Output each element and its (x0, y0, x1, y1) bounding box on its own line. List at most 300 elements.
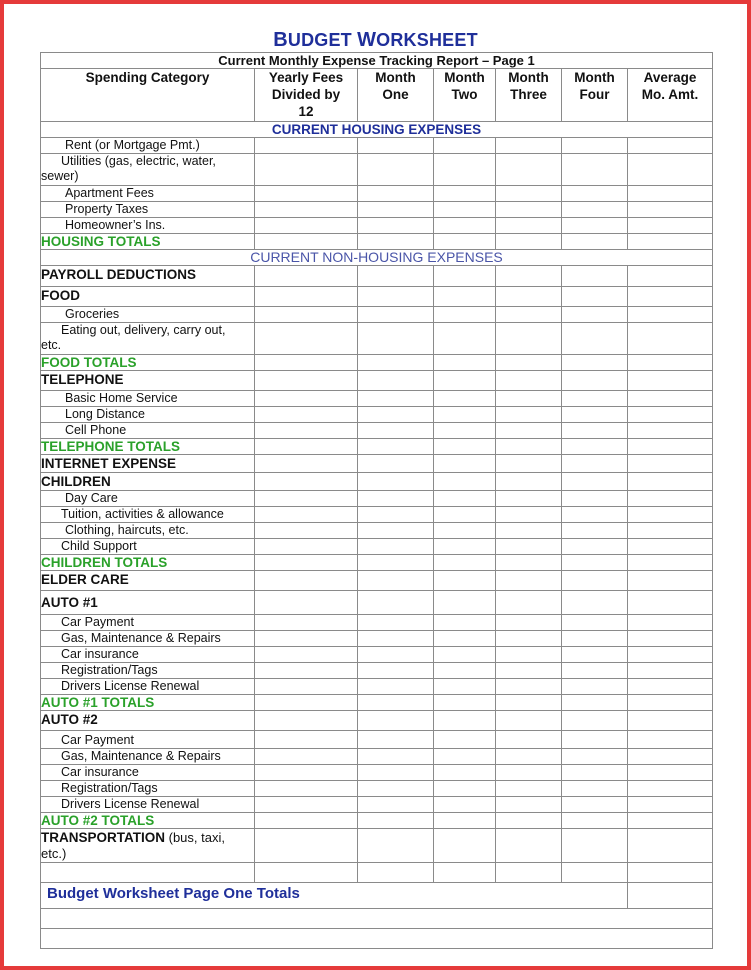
cell-month-four[interactable] (562, 234, 628, 250)
cell-yearly[interactable] (255, 323, 358, 355)
cell-yearly[interactable] (255, 829, 358, 863)
cell-month-three[interactable] (496, 571, 562, 591)
cell-month-four[interactable] (562, 711, 628, 731)
cell-month-one[interactable] (358, 695, 434, 711)
cell-average[interactable] (628, 765, 713, 781)
table-row (41, 138, 713, 154)
cell-yearly[interactable] (255, 407, 358, 423)
cell-average[interactable] (628, 615, 713, 631)
cell-month-two[interactable] (434, 355, 496, 371)
cell-month-one[interactable] (358, 407, 434, 423)
table-row (41, 186, 713, 202)
cell-month-two[interactable] (434, 615, 496, 631)
cell-month-three[interactable] (496, 555, 562, 571)
row-label: Drivers License Renewal (41, 679, 255, 695)
cell-month-one[interactable] (358, 455, 434, 473)
cell-average[interactable] (628, 731, 713, 749)
cell-month-one[interactable] (358, 323, 434, 355)
cell-month-four[interactable] (562, 749, 628, 765)
cell-month-one[interactable] (358, 765, 434, 781)
cell-yearly[interactable] (255, 591, 358, 615)
cell-month-one[interactable] (358, 371, 434, 391)
cell-yearly[interactable] (255, 186, 358, 202)
cell-average[interactable] (628, 647, 713, 663)
cell-month-four[interactable] (562, 695, 628, 711)
cell-month-one[interactable] (358, 781, 434, 797)
cell-average[interactable] (628, 507, 713, 523)
cell-average[interactable] (628, 711, 713, 731)
cell-month-two[interactable] (434, 711, 496, 731)
cell-month-three[interactable] (496, 234, 562, 250)
cell-month-two[interactable] (434, 323, 496, 355)
cell-month-one[interactable] (358, 355, 434, 371)
cell-yearly[interactable] (255, 234, 358, 250)
cell-average[interactable] (628, 695, 713, 711)
cell-month-two[interactable] (434, 266, 496, 287)
cell-month-four[interactable] (562, 781, 628, 797)
row-label-group: INTERNET EXPENSE (41, 455, 255, 473)
cell-yearly[interactable] (255, 154, 358, 186)
cell-month-three[interactable] (496, 591, 562, 615)
table-row (41, 571, 713, 591)
cell-yearly[interactable] (255, 307, 358, 323)
cell-month-two[interactable] (434, 234, 496, 250)
cell-month-two[interactable] (434, 307, 496, 323)
row-label: Gas, Maintenance & Repairs (41, 631, 255, 647)
cell-month-one[interactable] (358, 813, 434, 829)
cell-average[interactable] (628, 591, 713, 615)
cell-month-two[interactable] (434, 679, 496, 695)
cell-month-one[interactable] (358, 307, 434, 323)
table-row (41, 523, 713, 539)
cell-yearly[interactable] (255, 202, 358, 218)
cell-yearly[interactable] (255, 138, 358, 154)
row-label: Eating out, delivery, carry out, etc. (41, 323, 255, 355)
cell-month-three[interactable] (496, 749, 562, 765)
table-row (41, 154, 713, 186)
cell-month-two[interactable] (434, 523, 496, 539)
table-row (41, 695, 713, 711)
cell-month-three[interactable] (496, 731, 562, 749)
cell-month-three[interactable] (496, 423, 562, 439)
cell-month-two[interactable] (434, 287, 496, 307)
cell-month-two[interactable] (434, 423, 496, 439)
row-label-empty (41, 863, 255, 883)
cell-month-three[interactable] (496, 781, 562, 797)
table-row (41, 813, 713, 829)
cell-month-one[interactable] (358, 631, 434, 647)
cell-month-one[interactable] (358, 711, 434, 731)
cell-month-four[interactable] (562, 439, 628, 455)
cell-month-three[interactable] (496, 455, 562, 473)
cell-month-three[interactable] (496, 863, 562, 883)
row-label-group: PAYROLL DEDUCTIONS (41, 266, 255, 287)
cell-yearly[interactable] (255, 631, 358, 647)
table-row (41, 663, 713, 679)
table-row (41, 863, 713, 883)
cell-month-three[interactable] (496, 711, 562, 731)
cell-month-three[interactable] (496, 138, 562, 154)
table-row (41, 234, 713, 250)
cell-average[interactable] (628, 323, 713, 355)
cell-yearly[interactable] (255, 473, 358, 491)
cell-month-two[interactable] (434, 797, 496, 813)
cell-month-two[interactable] (434, 218, 496, 234)
cell-month-one[interactable] (358, 591, 434, 615)
cell-month-one[interactable] (358, 266, 434, 287)
row-label-total: AUTO #1 TOTALS (41, 695, 255, 711)
cell-yearly[interactable] (255, 287, 358, 307)
cell-average[interactable] (628, 407, 713, 423)
cell-month-three[interactable] (496, 491, 562, 507)
cell-month-two[interactable] (434, 631, 496, 647)
table-row (41, 829, 713, 863)
row-label-group: AUTO #2 (41, 711, 255, 731)
row-label-group: CHILDREN (41, 473, 255, 491)
cell-month-three[interactable] (496, 323, 562, 355)
cell-yearly[interactable] (255, 749, 358, 765)
cell-month-three[interactable] (496, 631, 562, 647)
cell-month-four[interactable] (562, 154, 628, 186)
cell-yearly[interactable] (255, 797, 358, 813)
cell-month-three[interactable] (496, 473, 562, 491)
row-label: Long Distance (41, 407, 255, 423)
cell-month-four[interactable] (562, 539, 628, 555)
cell-month-four[interactable] (562, 186, 628, 202)
cell-month-three[interactable] (496, 539, 562, 555)
cell-month-four[interactable] (562, 371, 628, 391)
cell-average[interactable] (628, 829, 713, 863)
cell-month-one[interactable] (358, 186, 434, 202)
cell-month-four[interactable] (562, 765, 628, 781)
cell-yearly[interactable] (255, 679, 358, 695)
cell-average[interactable] (628, 781, 713, 797)
cell-average[interactable] (628, 523, 713, 539)
row-label: Cell Phone (41, 423, 255, 439)
cell-month-two[interactable] (434, 813, 496, 829)
cell-average[interactable] (628, 749, 713, 765)
cell-month-four[interactable] (562, 615, 628, 631)
row-label: Car insurance (41, 765, 255, 781)
table-row (41, 287, 713, 307)
cell-month-one[interactable] (358, 138, 434, 154)
cell-month-four[interactable] (562, 491, 628, 507)
cell-month-four[interactable] (562, 423, 628, 439)
cell-month-four[interactable] (562, 473, 628, 491)
cell-month-four[interactable] (562, 797, 628, 813)
cell-average[interactable] (628, 555, 713, 571)
cell-month-three[interactable] (496, 765, 562, 781)
cell-month-three[interactable] (496, 391, 562, 407)
table-row (41, 218, 713, 234)
cell-month-three[interactable] (496, 647, 562, 663)
section-non-housing (41, 250, 713, 266)
cell-average[interactable] (628, 663, 713, 679)
cell-month-one[interactable] (358, 797, 434, 813)
cell-month-one[interactable] (358, 439, 434, 455)
table-row (41, 507, 713, 523)
cell-month-three[interactable] (496, 797, 562, 813)
cell-yearly[interactable] (255, 555, 358, 571)
table-row (41, 731, 713, 749)
table-row (41, 765, 713, 781)
cell-month-two[interactable] (434, 591, 496, 615)
cell-yearly[interactable] (255, 355, 358, 371)
table-row (41, 539, 713, 555)
cell-month-three[interactable] (496, 523, 562, 539)
cell-yearly[interactable] (255, 695, 358, 711)
cell-average[interactable] (628, 154, 713, 186)
cell-month-one[interactable] (358, 287, 434, 307)
section-title: CURRENT HOUSING EXPENSES (41, 122, 713, 138)
cell-month-four[interactable] (562, 507, 628, 523)
cell-average[interactable] (628, 307, 713, 323)
cell-month-two[interactable] (434, 439, 496, 455)
cell-yearly[interactable] (255, 266, 358, 287)
cell-average[interactable] (628, 797, 713, 813)
cell-month-one[interactable] (358, 571, 434, 591)
cell-average[interactable] (628, 455, 713, 473)
cell-month-four[interactable] (562, 571, 628, 591)
cell-month-three[interactable] (496, 695, 562, 711)
cell-month-two[interactable] (434, 491, 496, 507)
table-row (41, 455, 713, 473)
cell-month-four[interactable] (562, 663, 628, 679)
cell-average[interactable] (628, 218, 713, 234)
table-row (41, 631, 713, 647)
cell-month-two[interactable] (434, 455, 496, 473)
cell-month-one[interactable] (358, 731, 434, 749)
cell-month-two[interactable] (434, 138, 496, 154)
cell-month-three[interactable] (496, 615, 562, 631)
cell-month-four[interactable] (562, 266, 628, 287)
cell-month-four[interactable] (562, 355, 628, 371)
cell-month-four[interactable] (562, 813, 628, 829)
cell-month-one[interactable] (358, 539, 434, 555)
cell-month-four[interactable] (562, 407, 628, 423)
cell-month-two[interactable] (434, 647, 496, 663)
cell-month-four[interactable] (562, 591, 628, 615)
cell-month-one[interactable] (358, 555, 434, 571)
cell-yearly[interactable] (255, 863, 358, 883)
cell-month-two[interactable] (434, 765, 496, 781)
cell-average[interactable] (628, 371, 713, 391)
cell-yearly[interactable] (255, 615, 358, 631)
cell-month-three[interactable] (496, 186, 562, 202)
cell-month-one[interactable] (358, 507, 434, 523)
cell-month-two[interactable] (434, 663, 496, 679)
subtitle-row (41, 53, 713, 69)
table-row (41, 266, 713, 287)
cell-yearly[interactable] (255, 765, 358, 781)
cell-month-one[interactable] (358, 829, 434, 863)
cell-month-four[interactable] (562, 138, 628, 154)
cell-month-one[interactable] (358, 473, 434, 491)
cell-average[interactable] (628, 391, 713, 407)
cell-month-three[interactable] (496, 154, 562, 186)
cell-month-four[interactable] (562, 455, 628, 473)
cell-month-one[interactable] (358, 202, 434, 218)
cell-month-one[interactable] (358, 749, 434, 765)
cell-average[interactable] (628, 631, 713, 647)
cell-average[interactable] (628, 863, 713, 883)
cell-month-one[interactable] (358, 863, 434, 883)
cell-month-three[interactable] (496, 287, 562, 307)
cell-month-two[interactable] (434, 507, 496, 523)
cell-month-two[interactable] (434, 731, 496, 749)
cell-yearly[interactable] (255, 439, 358, 455)
cell-yearly[interactable] (255, 781, 358, 797)
cell-month-four[interactable] (562, 323, 628, 355)
cell-yearly[interactable] (255, 455, 358, 473)
cell-month-two[interactable] (434, 555, 496, 571)
cell-month-one[interactable] (358, 423, 434, 439)
row-label-total: CHILDREN TOTALS (41, 555, 255, 571)
cell-average[interactable] (628, 423, 713, 439)
cell-month-four[interactable] (562, 218, 628, 234)
cell-month-one[interactable] (358, 391, 434, 407)
table-row (41, 407, 713, 423)
cell-month-three[interactable] (496, 407, 562, 423)
col-header-month-two: Month Two (434, 69, 496, 122)
cell-month-three[interactable] (496, 355, 562, 371)
row-label: Apartment Fees (41, 186, 255, 202)
cell-month-two[interactable] (434, 749, 496, 765)
cell-month-three[interactable] (496, 307, 562, 323)
cell-average[interactable] (628, 287, 713, 307)
cell-average[interactable] (628, 439, 713, 455)
blank-row (41, 909, 713, 929)
cell-month-one[interactable] (358, 218, 434, 234)
cell-month-two[interactable] (434, 473, 496, 491)
cell-yearly[interactable] (255, 423, 358, 439)
cell-average[interactable] (628, 355, 713, 371)
table-row (41, 749, 713, 765)
row-label: Homeowner’s Ins. (41, 218, 255, 234)
cell-month-two[interactable] (434, 781, 496, 797)
cell-average[interactable] (628, 491, 713, 507)
cell-average[interactable] (628, 138, 713, 154)
cell-month-one[interactable] (358, 679, 434, 695)
cell-average[interactable] (628, 679, 713, 695)
cell-month-one[interactable] (358, 647, 434, 663)
cell-average[interactable] (628, 266, 713, 287)
cell-month-two[interactable] (434, 391, 496, 407)
col-header-category: Spending Category (41, 69, 255, 122)
cell-yearly[interactable] (255, 539, 358, 555)
cell-month-four[interactable] (562, 307, 628, 323)
row-label: Day Care (41, 491, 255, 507)
cell-month-four[interactable] (562, 202, 628, 218)
cell-month-two[interactable] (434, 371, 496, 391)
cell-yearly[interactable] (255, 218, 358, 234)
cell-month-two[interactable] (434, 154, 496, 186)
cell-month-two[interactable] (434, 863, 496, 883)
cell-average[interactable] (628, 813, 713, 829)
cell-average[interactable] (628, 539, 713, 555)
cell-average[interactable] (628, 473, 713, 491)
cell-month-four[interactable] (562, 287, 628, 307)
table-row (41, 323, 713, 355)
cell-month-two[interactable] (434, 407, 496, 423)
cell-yearly[interactable] (255, 571, 358, 591)
cell-yearly[interactable] (255, 371, 358, 391)
cell-month-three[interactable] (496, 371, 562, 391)
cell-month-four[interactable] (562, 555, 628, 571)
cell-yearly[interactable] (255, 507, 358, 523)
cell-month-one[interactable] (358, 154, 434, 186)
table-row (41, 202, 713, 218)
cell-month-three[interactable] (496, 507, 562, 523)
cell-yearly[interactable] (255, 711, 358, 731)
cell-month-three[interactable] (496, 218, 562, 234)
cell-month-three[interactable] (496, 439, 562, 455)
row-label: Groceries (41, 307, 255, 323)
cell-grand-total[interactable] (628, 883, 713, 909)
cell-yearly[interactable] (255, 391, 358, 407)
cell-month-three[interactable] (496, 679, 562, 695)
cell-month-one[interactable] (358, 615, 434, 631)
cell-yearly[interactable] (255, 523, 358, 539)
cell-yearly[interactable] (255, 731, 358, 749)
col-header-average: Average Mo. Amt. (628, 69, 713, 122)
row-label-group: TELEPHONE (41, 371, 255, 391)
cell-month-three[interactable] (496, 663, 562, 679)
cell-month-two[interactable] (434, 695, 496, 711)
cell-month-one[interactable] (358, 234, 434, 250)
page-title: BUDGET WORKSHEET (273, 29, 478, 51)
cell-month-four[interactable] (562, 391, 628, 407)
cell-month-two[interactable] (434, 186, 496, 202)
cell-month-four[interactable] (562, 863, 628, 883)
cell-average[interactable] (628, 234, 713, 250)
cell-average[interactable] (628, 186, 713, 202)
cell-yearly[interactable] (255, 647, 358, 663)
cell-month-two[interactable] (434, 202, 496, 218)
cell-month-three[interactable] (496, 829, 562, 863)
cell-month-three[interactable] (496, 202, 562, 218)
cell-yearly[interactable] (255, 813, 358, 829)
cell-month-one[interactable] (358, 663, 434, 679)
cell-month-four[interactable] (562, 829, 628, 863)
cell-yearly[interactable] (255, 491, 358, 507)
header-row (41, 69, 713, 122)
cell-month-two[interactable] (434, 571, 496, 591)
cell-average[interactable] (628, 571, 713, 591)
table-row (41, 307, 713, 323)
cell-month-three[interactable] (496, 813, 562, 829)
cell-month-four[interactable] (562, 647, 628, 663)
table-row (41, 797, 713, 813)
cell-yearly[interactable] (255, 663, 358, 679)
table-row (41, 909, 713, 929)
cell-month-three[interactable] (496, 266, 562, 287)
cell-month-four[interactable] (562, 679, 628, 695)
row-label: Registration/Tags (41, 663, 255, 679)
row-label: Child Support (41, 539, 255, 555)
cell-month-two[interactable] (434, 539, 496, 555)
cell-month-two[interactable] (434, 829, 496, 863)
report-subtitle: Current Monthly Expense Tracking Report – Page 1 (41, 53, 713, 69)
cell-month-four[interactable] (562, 631, 628, 647)
cell-month-four[interactable] (562, 731, 628, 749)
cell-month-one[interactable] (358, 491, 434, 507)
cell-month-one[interactable] (358, 523, 434, 539)
cell-average[interactable] (628, 202, 713, 218)
cell-month-four[interactable] (562, 523, 628, 539)
row-label-transportation: TRANSPORTATION (bus, taxi, etc.) (41, 829, 255, 863)
col-header-month-four: Month Four (562, 69, 628, 122)
